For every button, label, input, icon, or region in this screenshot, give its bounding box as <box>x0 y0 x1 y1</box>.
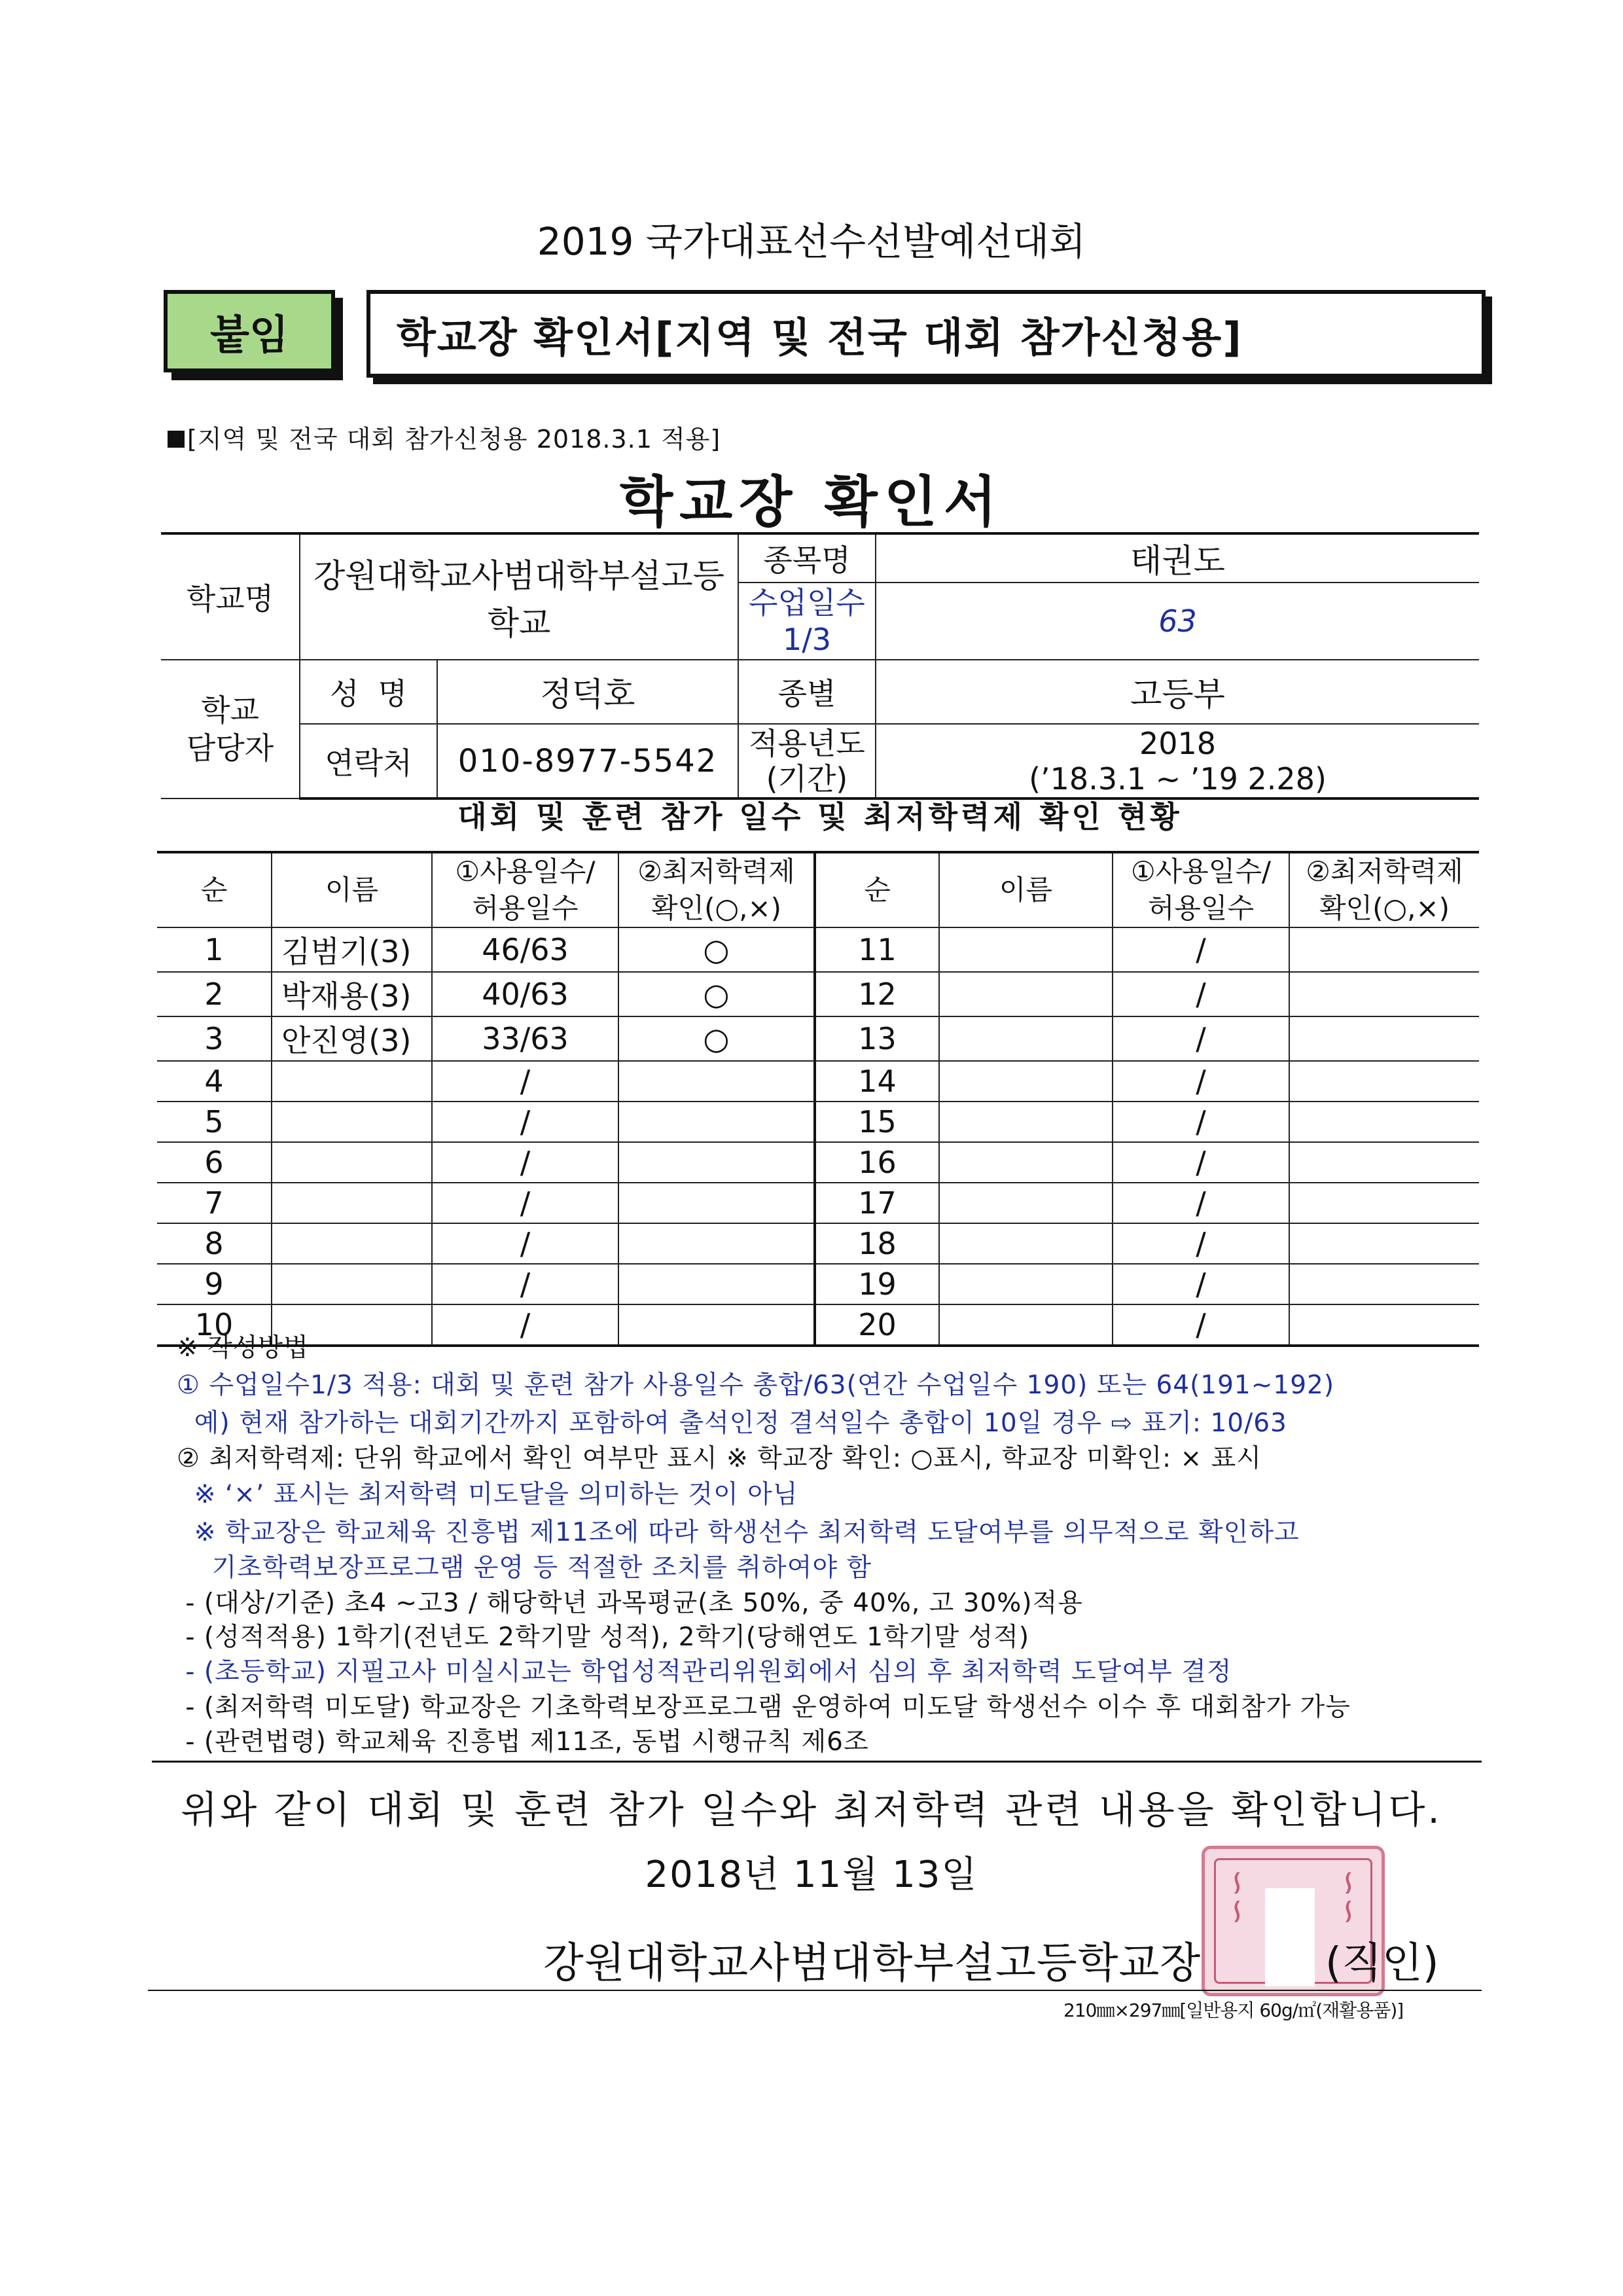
row-no: 7 <box>157 1183 272 1223</box>
days-used: / <box>432 1264 618 1304</box>
row-no: 4 <box>157 1061 272 1102</box>
days-used: / <box>432 1102 618 1142</box>
row-no: 13 <box>815 1016 939 1061</box>
student-name <box>272 1102 432 1142</box>
document-heading: 학교장 확인서[지역 및 전국 대회 참가신청용] <box>366 290 1486 378</box>
instruction-line: - (최저학력 미도달) 학교장은 기초학력보장프로그램 운영하여 미도달 학생선수 이수 후 대회참가 가능 <box>177 1693 1351 1722</box>
col-name-header: 이름 <box>272 852 432 927</box>
student-name <box>272 1142 432 1183</box>
table-row <box>157 1061 1479 1102</box>
instruction-line: ※ 작성방법 <box>177 1333 309 1363</box>
days-used: / <box>1113 1142 1289 1183</box>
days-used: / <box>1113 972 1289 1016</box>
school-info-table <box>161 532 1479 800</box>
col-days-header-2b <box>1113 852 1289 927</box>
student-name <box>939 1142 1113 1183</box>
student-name <box>939 972 1113 1016</box>
student-name <box>939 927 1113 972</box>
row-no: 20 <box>815 1304 939 1346</box>
row-no: 12 <box>815 972 939 1016</box>
days-used: 46/63 <box>432 927 618 972</box>
col-check-header-2b <box>1289 852 1479 927</box>
table-row <box>157 1016 1479 1061</box>
academic-check <box>618 1061 815 1102</box>
year-value-period: (’18.3.1 ~ ’19 2.28) <box>1029 761 1327 797</box>
sport-value: 태권도 <box>876 533 1479 583</box>
academic-check <box>618 1264 815 1304</box>
seal-glyph-right: ∽∽ <box>1329 1869 1368 1926</box>
seal-cover <box>1265 1888 1315 1986</box>
school-name: 강원대학교사범대학부설고등학교 <box>300 533 738 660</box>
col-days-header <box>432 852 618 927</box>
row-no: 1 <box>157 927 272 972</box>
days-used: / <box>432 1142 618 1183</box>
school-name-label: 학교명 <box>161 533 300 660</box>
row-no: 17 <box>815 1183 939 1223</box>
academic-check <box>618 1223 815 1264</box>
days-used: / <box>1113 1304 1289 1346</box>
academic-check <box>1289 1102 1479 1142</box>
event-title: 2019 국가대표선수선발예선대회 <box>537 219 1086 264</box>
student-name <box>939 1061 1113 1102</box>
academic-check <box>618 1304 815 1346</box>
class-days-label-text: 수업일수 <box>749 585 865 620</box>
col-days-header-2b-1: ①사용일수/ <box>1130 855 1272 888</box>
square-bullet-icon <box>168 431 185 448</box>
year-value <box>876 724 1479 798</box>
table-row <box>157 1183 1479 1223</box>
col-days-header-2: 허용일수 <box>472 892 579 924</box>
table-row <box>157 972 1479 1016</box>
manager-name: 정덕호 <box>437 660 738 724</box>
academic-check <box>1289 1016 1479 1061</box>
row-no: 18 <box>815 1223 939 1264</box>
row-no: 6 <box>157 1142 272 1183</box>
days-used: / <box>432 1223 618 1264</box>
footer-divider <box>148 1990 1482 1991</box>
days-used: / <box>432 1183 618 1223</box>
instruction-line: - (성적적용) 1학기(전년도 2학기말 성적), 2학기(당해연도 1학기말 성적) <box>177 1623 1030 1652</box>
instruction-line: ① 수업일수1/3 적용: 대회 및 훈련 참가 사용일수 총합/63(연간 수업일수 190) 또는 64(191~192) <box>177 1371 1335 1400</box>
row-no: 11 <box>815 927 939 972</box>
days-used: 40/63 <box>432 972 618 1016</box>
issue-date: 2018년 11월 13일 <box>645 1854 978 1896</box>
instruction-line: 기초학력보장프로그램 운영 등 적절한 조치를 취하여야 함 <box>177 1553 872 1583</box>
days-used: / <box>1113 1016 1289 1061</box>
student-name <box>939 1102 1113 1142</box>
year-label-line1: 적용년도 <box>749 725 865 761</box>
student-name <box>272 1183 432 1223</box>
contact-number: 010-8977-5542 <box>437 724 738 798</box>
student-name: 안진영(3) <box>272 1016 432 1061</box>
row-no: 10 <box>157 1304 272 1346</box>
division-label: 종별 <box>738 660 876 724</box>
row-no: 15 <box>815 1102 939 1142</box>
divider-line <box>152 1761 1482 1763</box>
paper-spec-footer: 210㎜×297㎜[일반용지 60g/㎡(재활용품)] <box>1063 2000 1404 2021</box>
days-used: / <box>1113 1061 1289 1102</box>
manager-name-label: 성 명 <box>300 660 437 724</box>
student-name <box>272 1223 432 1264</box>
instruction-line: ※ ‘×’ 표시는 최저학력 미도달을 의미하는 것이 아님 <box>177 1480 798 1509</box>
table-row <box>157 1264 1479 1304</box>
student-name <box>939 1264 1113 1304</box>
row-no: 16 <box>815 1142 939 1183</box>
student-name <box>939 1304 1113 1346</box>
year-label <box>738 724 876 798</box>
col-no-header: 순 <box>157 852 272 927</box>
table-row <box>157 1102 1479 1142</box>
instruction-line: 예) 현재 참가하는 대회기간까지 포함하여 출석인정 결석일수 총합이 10일 경우 ⇨ 표기: 10/63 <box>177 1408 1287 1438</box>
principal-name: 강원대학교사범대학부설고등학교장 <box>543 1939 1202 1988</box>
section-title: 대회 및 훈련 참가 일수 및 최저학력제 확인 현황 <box>457 799 1183 834</box>
days-used: / <box>432 1304 618 1346</box>
days-used: / <box>1113 1183 1289 1223</box>
student-name: 박재용(3) <box>272 972 432 1016</box>
student-name: 김범기(3) <box>272 927 432 972</box>
col-no-header-2: 순 <box>815 852 939 927</box>
student-name <box>939 1016 1113 1061</box>
class-days-label-sub: 1/3 <box>782 622 832 657</box>
col-check-header-2b-2: 확인(○,×) <box>1319 892 1450 924</box>
student-name <box>272 1061 432 1102</box>
days-used: / <box>1113 927 1289 972</box>
col-check-header-1: ②최저학력제 <box>637 855 795 888</box>
row-no: 19 <box>815 1264 939 1304</box>
student-name <box>272 1264 432 1304</box>
academic-check <box>618 1142 815 1183</box>
manager-label-line2: 담당자 <box>186 730 274 766</box>
col-days-header-1: ①사용일수/ <box>455 855 596 888</box>
row-no: 9 <box>157 1264 272 1304</box>
academic-check <box>1289 1142 1479 1183</box>
table-row <box>157 1142 1479 1183</box>
student-name <box>939 1183 1113 1223</box>
academic-check <box>618 1183 815 1223</box>
form-note <box>168 419 721 455</box>
sport-label: 종목명 <box>738 533 876 583</box>
row-no: 8 <box>157 1223 272 1264</box>
confirmation-statement: 위와 같이 대회 및 훈련 참가 일수와 최저학력 관련 내용을 확인합니다. <box>181 1787 1442 1832</box>
year-value-year: 2018 <box>1139 725 1217 761</box>
col-days-header-2b-2: 허용일수 <box>1147 892 1255 924</box>
col-check-header <box>618 852 815 927</box>
days-used: / <box>1113 1102 1289 1142</box>
academic-check <box>1289 1264 1479 1304</box>
days-used: / <box>1113 1223 1289 1264</box>
col-check-header-2b-1: ②최저학력제 <box>1306 855 1463 888</box>
academic-check <box>1289 927 1479 972</box>
row-no: 14 <box>815 1061 939 1102</box>
days-used: / <box>432 1061 618 1102</box>
attachment-tag: 붙임 <box>164 290 335 372</box>
instruction-line: - (관련법령) 학교체육 진흥법 제11조, 동법 시행규칙 제6조 <box>177 1727 869 1757</box>
academic-check: ○ <box>618 972 815 1016</box>
contact-label: 연락처 <box>300 724 437 798</box>
row-no: 5 <box>157 1102 272 1142</box>
academic-check <box>1289 1304 1479 1346</box>
manager-label-line1: 학교 <box>201 692 259 728</box>
division-value: 고등부 <box>876 660 1479 724</box>
student-name <box>939 1223 1113 1264</box>
manager-label <box>161 660 300 798</box>
academic-check <box>1289 972 1479 1016</box>
instruction-line: - (대상/기준) 초4 ~고3 / 해당학년 과목평균(초 50%, 중 40%, 고 30%)적용 <box>177 1588 1083 1618</box>
class-days-value: 63 <box>876 583 1479 660</box>
instruction-line: ② 최저학력제: 단위 학교에서 확인 여부만 표시 ※ 학교장 확인: ○표시, 학교장 미확인: × 표시 <box>177 1444 1262 1473</box>
academic-check <box>1289 1223 1479 1264</box>
table-row <box>157 1223 1479 1264</box>
form-note-text: [지역 및 전국 대회 참가신청용 2018.3.1 적용] <box>187 425 721 454</box>
academic-check <box>618 1102 815 1142</box>
seal-mark: (직인) <box>1325 1939 1439 1988</box>
days-used: / <box>1113 1264 1289 1304</box>
seal-glyph-left: ∽∽ <box>1218 1869 1257 1926</box>
participation-table <box>157 851 1479 1347</box>
year-label-line2: (기간) <box>766 761 848 797</box>
table-row <box>157 1304 1479 1346</box>
row-no: 3 <box>157 1016 272 1061</box>
instruction-line: ※ 학교장은 학교체육 진흥법 제11조에 따라 학생선수 최저학력 도달여부를 의무적으로 확인하고 <box>177 1518 1300 1547</box>
class-days-label <box>738 583 876 660</box>
days-used: 33/63 <box>432 1016 618 1061</box>
col-name-header-2: 이름 <box>939 852 1113 927</box>
col-check-header-2: 확인(○,×) <box>651 892 782 924</box>
table-row <box>157 927 1479 972</box>
academic-check: ○ <box>618 927 815 972</box>
academic-check <box>1289 1183 1479 1223</box>
academic-check <box>1289 1061 1479 1102</box>
form-title: 학교장 확인서 <box>619 470 1004 534</box>
row-no: 2 <box>157 972 272 1016</box>
academic-check: ○ <box>618 1016 815 1061</box>
instruction-line: - (초등학교) 지필고사 미실시교는 학업성적관리위원회에서 심의 후 최저학력 도달여부 결정 <box>177 1657 1232 1687</box>
